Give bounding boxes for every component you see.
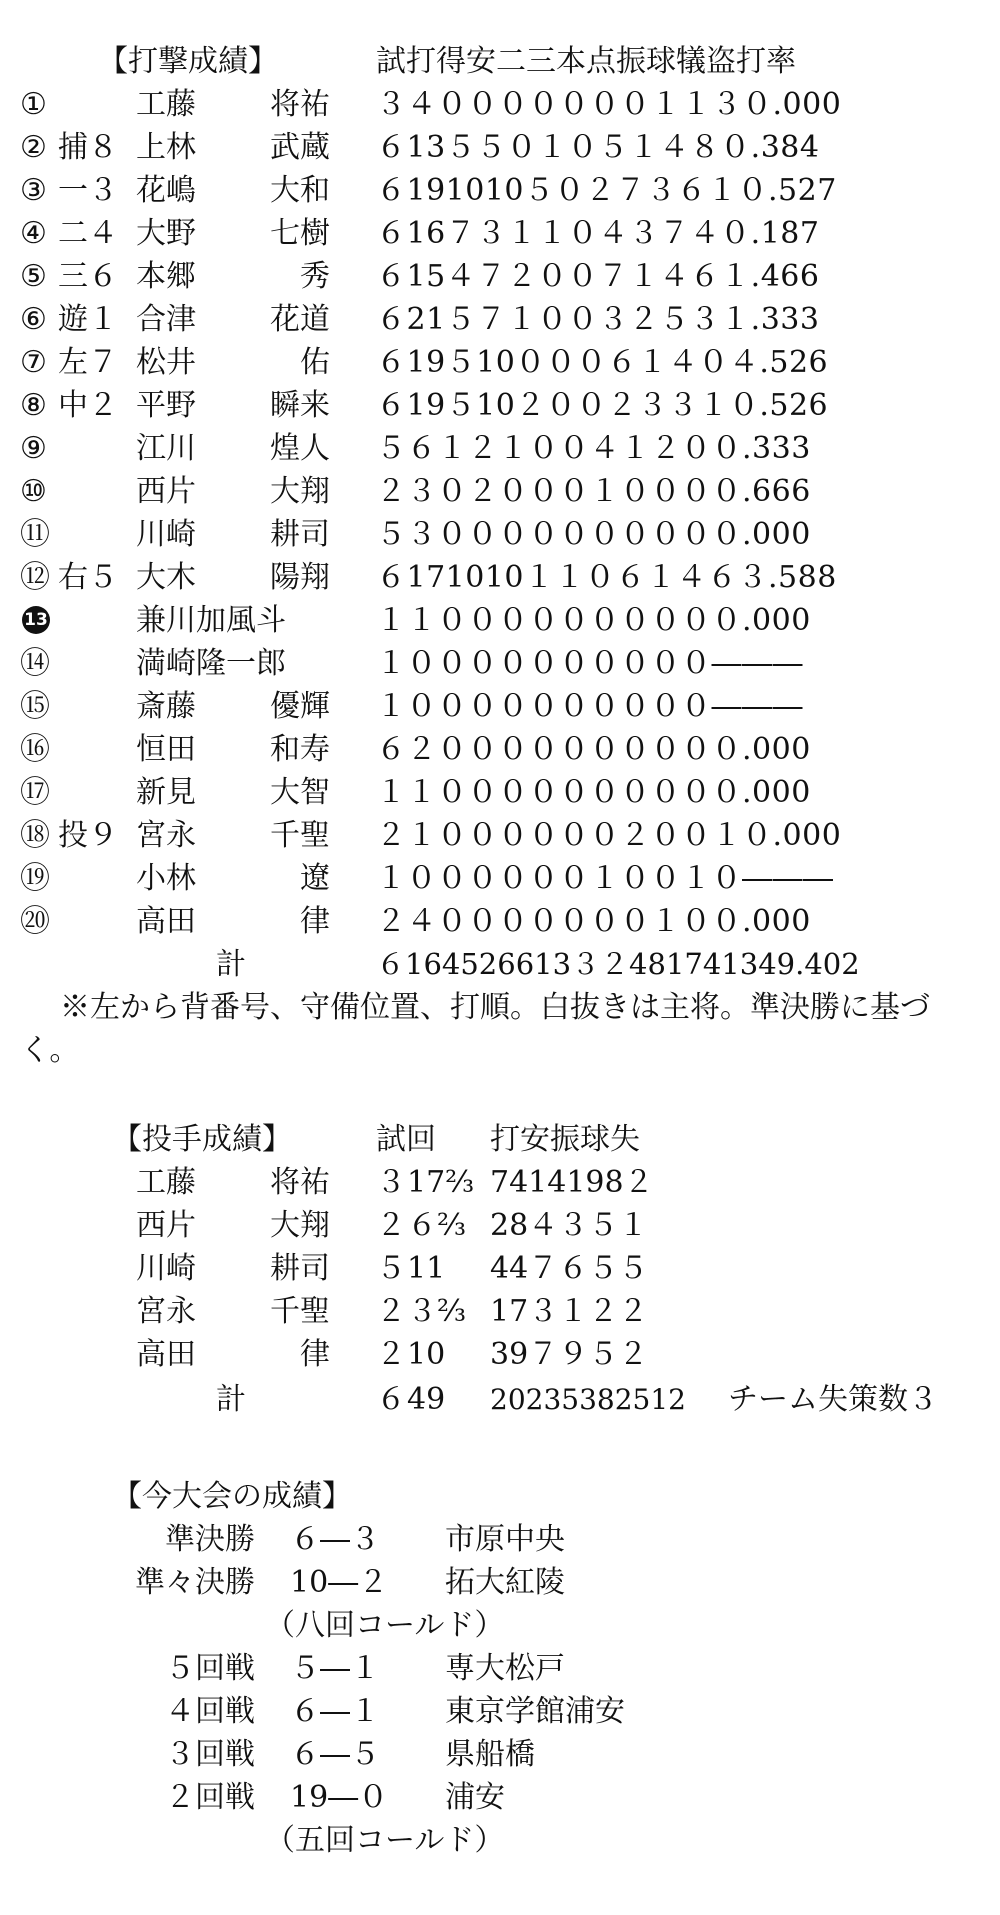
score: ６―３ — [290, 1522, 380, 1557]
player-given-name: 優輝 — [270, 689, 330, 724]
pitcher-stats: 7414198２ — [490, 1165, 654, 1200]
score: 10―２ — [290, 1565, 389, 1600]
tournament-row-note — [0, 1819, 1000, 1862]
round-label: ４回戦 — [165, 1694, 255, 1729]
player-given-name: 大智 — [270, 775, 330, 810]
player-number: ⑧ — [20, 388, 47, 423]
player-family-name: 斎藤 — [136, 689, 196, 724]
player-given-name: 千聖 — [270, 818, 330, 853]
pitching-row — [0, 1161, 1000, 1204]
player-stats: ２３０２０００１００００.666 — [376, 474, 811, 509]
pitcher-stats: 44７６５５ — [490, 1251, 649, 1286]
player-given-name: 瞬来 — [270, 388, 330, 423]
player-family-name: 工藤 — [136, 87, 196, 122]
player-number: ⑭ — [20, 646, 50, 681]
round-label: 準々決勝 — [135, 1565, 255, 1600]
player-given-name: 秀 — [300, 259, 330, 294]
player-position: 中２ — [58, 388, 118, 423]
player-given-name: 大和 — [270, 173, 330, 208]
batting-row — [0, 513, 1000, 556]
player-family-name: 兼川加風斗 — [136, 603, 286, 638]
batting-row — [0, 728, 1000, 771]
opponent: 拓大紅陵 — [445, 1565, 565, 1600]
player-stats: １００００００１００１０――― — [376, 861, 834, 896]
pitcher-stats: 39７９５２ — [490, 1337, 649, 1372]
player-number: ⑫ — [20, 560, 50, 595]
player-family-name: 大木 — [136, 560, 196, 595]
pitcher-innings: ６⅔ — [407, 1208, 467, 1243]
player-given-name: 武蔵 — [270, 130, 330, 165]
batting-row — [0, 298, 1000, 341]
pitcher-stats: 17３１２２ — [490, 1294, 649, 1329]
tournament-title-row — [0, 1475, 1000, 1518]
score: 19―０ — [290, 1780, 389, 1815]
player-family-name: 江川 — [136, 431, 196, 466]
batting-row — [0, 599, 1000, 642]
pitching-total-g: ６ — [376, 1382, 406, 1417]
pitcher-family-name: 高田 — [136, 1337, 196, 1372]
player-family-name: 大野 — [136, 216, 196, 251]
opponent: 県船橋 — [445, 1737, 535, 1772]
batting-row — [0, 212, 1000, 255]
opponent: 浦安 — [445, 1780, 505, 1815]
player-given-name: 和寿 — [270, 732, 330, 767]
pitcher-family-name: 西片 — [136, 1208, 196, 1243]
player-family-name: 花嶋 — [136, 173, 196, 208]
player-family-name: 西片 — [136, 474, 196, 509]
player-given-name: 煌人 — [270, 431, 330, 466]
player-stats: １００００００００００――― — [376, 646, 803, 681]
player-position: 捕８ — [58, 130, 118, 165]
opponent: 専大松戸 — [445, 1651, 565, 1686]
round-label: ２回戦 — [165, 1780, 255, 1815]
team-errors: チーム失策数３ — [728, 1382, 938, 1417]
pitching-total-row — [0, 1378, 1000, 1421]
tournament-row — [0, 1733, 1000, 1776]
batting-row — [0, 126, 1000, 169]
pitcher-games: ２ — [376, 1294, 406, 1329]
pitcher-innings: ３⅔ — [407, 1294, 467, 1329]
tournament-row-note — [0, 1604, 1000, 1647]
pitching-header-rest: 打安振球失 — [490, 1122, 640, 1157]
pitcher-stats: 28４３５１ — [490, 1208, 649, 1243]
player-number: 13 — [22, 606, 50, 634]
player-stats: ６15４７２００７１４６１.466 — [376, 259, 820, 294]
pitching-row — [0, 1333, 1000, 1376]
batting-row — [0, 384, 1000, 427]
pitching-title: 【投手成績】 — [112, 1122, 292, 1157]
pitching-header-row — [0, 1118, 1000, 1161]
player-number: ⑳ — [20, 904, 50, 939]
player-given-name: 将祐 — [270, 87, 330, 122]
player-number: ① — [20, 87, 47, 122]
player-number: ⑮ — [20, 689, 50, 724]
player-given-name: 大翔 — [270, 474, 330, 509]
player-family-name: 平野 — [136, 388, 196, 423]
pitching-total-rest: 20235382512 — [490, 1383, 686, 1416]
player-number: ② — [20, 130, 47, 165]
round-label: 準決勝 — [165, 1522, 255, 1557]
batting-row — [0, 556, 1000, 599]
pitcher-family-name: 工藤 — [136, 1165, 196, 1200]
player-position: 一３ — [58, 173, 118, 208]
pitcher-given-name: 大翔 — [270, 1208, 330, 1243]
batting-row — [0, 857, 1000, 900]
player-number: ⑯ — [20, 732, 50, 767]
pitcher-given-name: 千聖 — [270, 1294, 330, 1329]
pitcher-games: ２ — [376, 1337, 406, 1372]
tournament-row — [0, 1690, 1000, 1733]
player-position: 三６ — [58, 259, 118, 294]
score: ５―１ — [290, 1651, 380, 1686]
batting-row — [0, 642, 1000, 685]
player-stats: １１００００００００００.000 — [376, 603, 811, 638]
tournament-row — [0, 1647, 1000, 1690]
player-given-name: 耕司 — [270, 517, 330, 552]
player-given-name: 七樹 — [270, 216, 330, 251]
score: ６―１ — [290, 1694, 380, 1729]
player-number: ⑰ — [20, 775, 50, 810]
round-label: ５回戦 — [165, 1651, 255, 1686]
player-family-name: 満崎隆一郎 — [136, 646, 286, 681]
player-stats: ６21５７１００３２５３１.333 — [376, 302, 820, 337]
player-stats: ６19５10０００６１４０４.526 — [376, 345, 829, 380]
player-given-name: 陽翔 — [270, 560, 330, 595]
player-family-name: 川崎 — [136, 517, 196, 552]
batting-total-stats: ６164526613３２481741349.402 — [376, 947, 860, 981]
player-stats: ６16７３１１０４３７４０.187 — [376, 216, 820, 251]
player-number: ⑦ — [20, 345, 47, 380]
batting-row — [0, 169, 1000, 212]
player-position: 右５ — [58, 560, 118, 595]
pitching-total-label: 計 — [216, 1382, 246, 1417]
player-position: 左７ — [58, 345, 118, 380]
tournament-row — [0, 1776, 1000, 1819]
pitcher-family-name: 宮永 — [136, 1294, 196, 1329]
pitching-row — [0, 1290, 1000, 1333]
batting-title: 【打撃成績】 — [98, 44, 278, 79]
player-number: ⑪ — [20, 517, 50, 552]
player-stats: ２４０００００００１００.000 — [376, 904, 811, 939]
batting-header: 試打得安二三本点振球犠盗打率 — [376, 44, 796, 79]
player-number: ⑩ — [20, 474, 47, 509]
pitcher-innings: 17⅔ — [407, 1165, 475, 1200]
called-game-note: （八回コールド） — [265, 1608, 505, 1643]
batting-row — [0, 255, 1000, 298]
pitcher-games: ２ — [376, 1208, 406, 1243]
pitching-total-ip: 49 — [407, 1382, 446, 1417]
round-label: ３回戦 — [165, 1737, 255, 1772]
player-given-name: 律 — [300, 904, 330, 939]
player-number: ⑨ — [20, 431, 47, 466]
batting-row — [0, 771, 1000, 814]
player-given-name: 花道 — [270, 302, 330, 337]
player-number: ④ — [20, 216, 47, 251]
batting-total-label: 計 — [216, 947, 246, 982]
player-number: ⑱ — [20, 818, 50, 853]
player-family-name: 宮永 — [136, 818, 196, 853]
player-family-name: 恒田 — [136, 732, 196, 767]
batting-row — [0, 341, 1000, 384]
pitcher-games: ３ — [376, 1165, 406, 1200]
pitcher-innings: 11 — [407, 1251, 446, 1286]
player-stats: ６２００００００００００.000 — [376, 732, 811, 767]
player-stats: ６191010５０２７３６１０.527 — [376, 173, 837, 208]
player-number: ③ — [20, 173, 47, 208]
opponent: 東京学館浦安 — [445, 1694, 625, 1729]
batting-row — [0, 685, 1000, 728]
tournament-row — [0, 1561, 1000, 1604]
pitcher-family-name: 川崎 — [136, 1251, 196, 1286]
batting-row — [0, 83, 1000, 126]
player-family-name: 本郷 — [136, 259, 196, 294]
pitcher-games: ５ — [376, 1251, 406, 1286]
pitching-row — [0, 1247, 1000, 1290]
player-stats: ５３００００００００００.000 — [376, 517, 811, 552]
player-family-name: 合津 — [136, 302, 196, 337]
batting-note: ※左から背番号、守備位置、打順。白抜きは主将。準決勝に基づく。 — [20, 990, 930, 1068]
player-position: 投９ — [58, 818, 118, 853]
pitching-header-g-ip: 試回 — [376, 1122, 436, 1157]
pitching-row — [0, 1204, 1000, 1247]
player-stats: ６19５10２００２３３１０.526 — [376, 388, 829, 423]
player-stats: ３４０００００００１１３０.000 — [376, 87, 842, 122]
batting-total-row — [0, 943, 1000, 986]
player-number: ⑤ — [20, 259, 47, 294]
batting-row — [0, 470, 1000, 513]
player-stats: １１００００００００００.000 — [376, 775, 811, 810]
player-family-name: 高田 — [136, 904, 196, 939]
batting-row — [0, 427, 1000, 470]
pitcher-given-name: 律 — [300, 1337, 330, 1372]
player-given-name: 佑 — [300, 345, 330, 380]
player-stats: ６13５５０１０５１４８０.384 — [376, 130, 820, 165]
batting-row — [0, 814, 1000, 857]
tournament-row — [0, 1518, 1000, 1561]
player-stats: １００００００００００――― — [376, 689, 803, 724]
pitcher-innings: 10 — [407, 1337, 446, 1372]
pitcher-given-name: 将祐 — [270, 1165, 330, 1200]
player-family-name: 松井 — [136, 345, 196, 380]
opponent: 市原中央 — [445, 1522, 565, 1557]
player-stats: ６171010１１０６１４６３.588 — [376, 560, 837, 595]
player-family-name: 新見 — [136, 775, 196, 810]
player-family-name: 上林 — [136, 130, 196, 165]
tournament-title: 【今大会の成績】 — [112, 1479, 352, 1514]
batting-row — [0, 900, 1000, 943]
score: ６―５ — [290, 1737, 380, 1772]
player-stats: ２１００００００２００１０.000 — [376, 818, 842, 853]
player-given-name: 遼 — [300, 861, 330, 896]
player-position: 遊１ — [58, 302, 118, 337]
called-game-note: （五回コールド） — [265, 1823, 505, 1858]
pitcher-given-name: 耕司 — [270, 1251, 330, 1286]
player-number: ⑲ — [20, 861, 50, 896]
player-position: 二４ — [58, 216, 118, 251]
player-stats: ５６１２１００４１２００.333 — [376, 431, 811, 466]
player-family-name: 小林 — [136, 861, 196, 896]
player-number: ⑥ — [20, 302, 47, 337]
